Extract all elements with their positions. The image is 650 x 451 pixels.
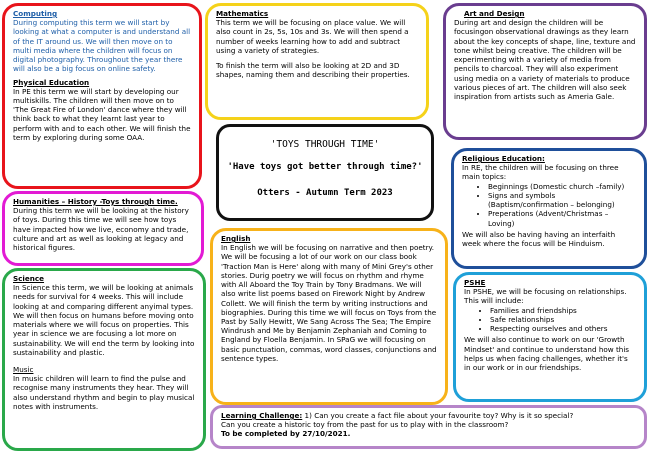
list-item: • Safe relationships <box>490 315 636 324</box>
pshe-list <box>464 306 636 334</box>
mathematics-panel <box>205 3 429 120</box>
learning-line-1 <box>221 411 636 420</box>
english-panel <box>210 228 448 405</box>
music-text: In music children will learn to find the pulse and recognise many instruments they hear. They will also understand rhythm and begin to play musical notes with instruments. <box>13 374 195 411</box>
english-text: In English we will be focusing on narrative and then poetry. We will be focusing a lot of our work on our class book 'Traction Man is Here' along with many of Mini Grey's other stories. Durig poetry we will focus on rhythm and rhyme with All Aboard the Toy Train by Tony Bradmans. We will also write list poems based on Firework Night by Andrew Collett. We will finish the term by writing instructions and biographies. During this time we will focus on Toys from the Past by Sally Hewitt, We Sang Across The Sea; The Empire Windrush and Me by Benjamin Zephaniah and Coming to England by Floella Benjamin. In SPaG we will focusing on basic punctuation, commas, word classes, conjunctions and sentence types. <box>221 243 437 363</box>
re-panel <box>451 148 647 269</box>
pshe-intro: In PSHE, we will be focusing on relationships. This will include: <box>464 287 627 306</box>
re-intro: In RE, the children will be focusing on three main topics: <box>462 163 619 182</box>
humanities-panel <box>2 191 204 266</box>
maths-heading: Mathematics <box>216 9 269 18</box>
learning-question-2: Can you create a historic toy from the past for us to play with in the classroom? <box>221 420 509 430</box>
pshe-heading: PSHE <box>464 278 486 287</box>
learning-deadline: To be completed by 27/10/2021. <box>221 429 351 439</box>
re-heading: Religious Education: <box>462 154 545 163</box>
list-item: • Families and friendships <box>490 306 636 315</box>
list-item: • Respecting ourselves and others <box>490 324 636 333</box>
humanities-text: During this term we will be looking at the history of toys. During this time we will see how toys have impacted how we live, economy and trade, culture and art as well as looking at legacy and historical figures. <box>13 206 189 253</box>
topic-question: 'Have toys got better through time?' <box>227 162 423 173</box>
science-heading: Science <box>13 274 45 283</box>
computing-text: During computing this term we will start by looking at what a computer is and understand all of the IT around us. We will then move on to multi media where the children will focus on digital photography. Throughout the year there will also be a big focus on online safety. <box>13 18 191 74</box>
list-item: • Beginnings (Domestic church –family) <box>488 182 636 191</box>
pshe-panel <box>453 272 647 402</box>
english-heading: English <box>221 234 251 243</box>
art-panel <box>443 3 647 140</box>
computing-heading: Computing <box>13 9 58 18</box>
pe-heading: Physical Education <box>13 77 90 87</box>
science-panel <box>2 268 206 451</box>
pe-text: In PE this term we will start by developing our multiskills. The children will then move on to 'The Great Fire of London' dance where they will think back to what they learnt last year to perform with and to each other. We will finish the term by exploring during some OAA. <box>13 86 191 142</box>
re-list <box>462 182 636 228</box>
topic-title: 'TOYS THROUGH TIME' <box>270 139 380 150</box>
science-text: In Science this term, we will be looking at animals needs for survival for 4 weeks. This will include looking at and comparing different anyimal types. We will then focus on humans before moving onto materials where we will focus on properties. This year in science we are focusing a lot more on sustainability. We will end the term by looking into sustainability and plastic. <box>13 283 195 357</box>
music-heading: Music <box>13 364 34 374</box>
art-heading: Art and Design <box>464 9 525 18</box>
humanities-heading: Humanities – History -Toys through time. <box>13 197 178 206</box>
title-panel <box>216 124 434 221</box>
learning-challenge-panel <box>210 405 647 449</box>
art-text: During art and design the children will be focusingon observational drawings as they learn about the key concepts of shape, line, texture and tone whilst being creative. The children will be experimenting with a variety of media from pencils to charcoal. They will also experiment using media on a variety of materials to produce various pieces of art. The children will also seek inspiration from artists such as Ameria Gale. <box>454 18 636 101</box>
maths-text-2: To finish the term will also be looking at 2D and 3D shapes, naming them and describing their properties. <box>216 61 410 80</box>
learning-question-1: 1) Can you create a fact file about your favourite toy? Why is it so special? <box>302 411 574 420</box>
class-term: Otters - Autumn Term 2023 <box>257 187 393 198</box>
pshe-outro: We will also continue to work on our 'Growth Mindset' and continue to understand how this helps us when facing challenges, whether it's in our work or in our friendships. <box>464 335 630 372</box>
learning-heading: Learning Challenge: <box>221 411 303 420</box>
computing-panel <box>2 3 202 189</box>
maths-text-1: This term we will be focusing on place value. We will also count in 2s, 5s, 10s and 3s. We will then spend a number of weeks learning how to add and subtract using a variety of strategies. <box>216 18 409 55</box>
list-item: • Signs and symbols (Baptism/confirmation – belonging) <box>488 191 636 209</box>
list-item: • Preperations (Advent/Christmas – Loving) <box>488 209 636 227</box>
re-outro: We will also be having having an interfaith week where the focus will be Hinduism. <box>462 229 616 248</box>
